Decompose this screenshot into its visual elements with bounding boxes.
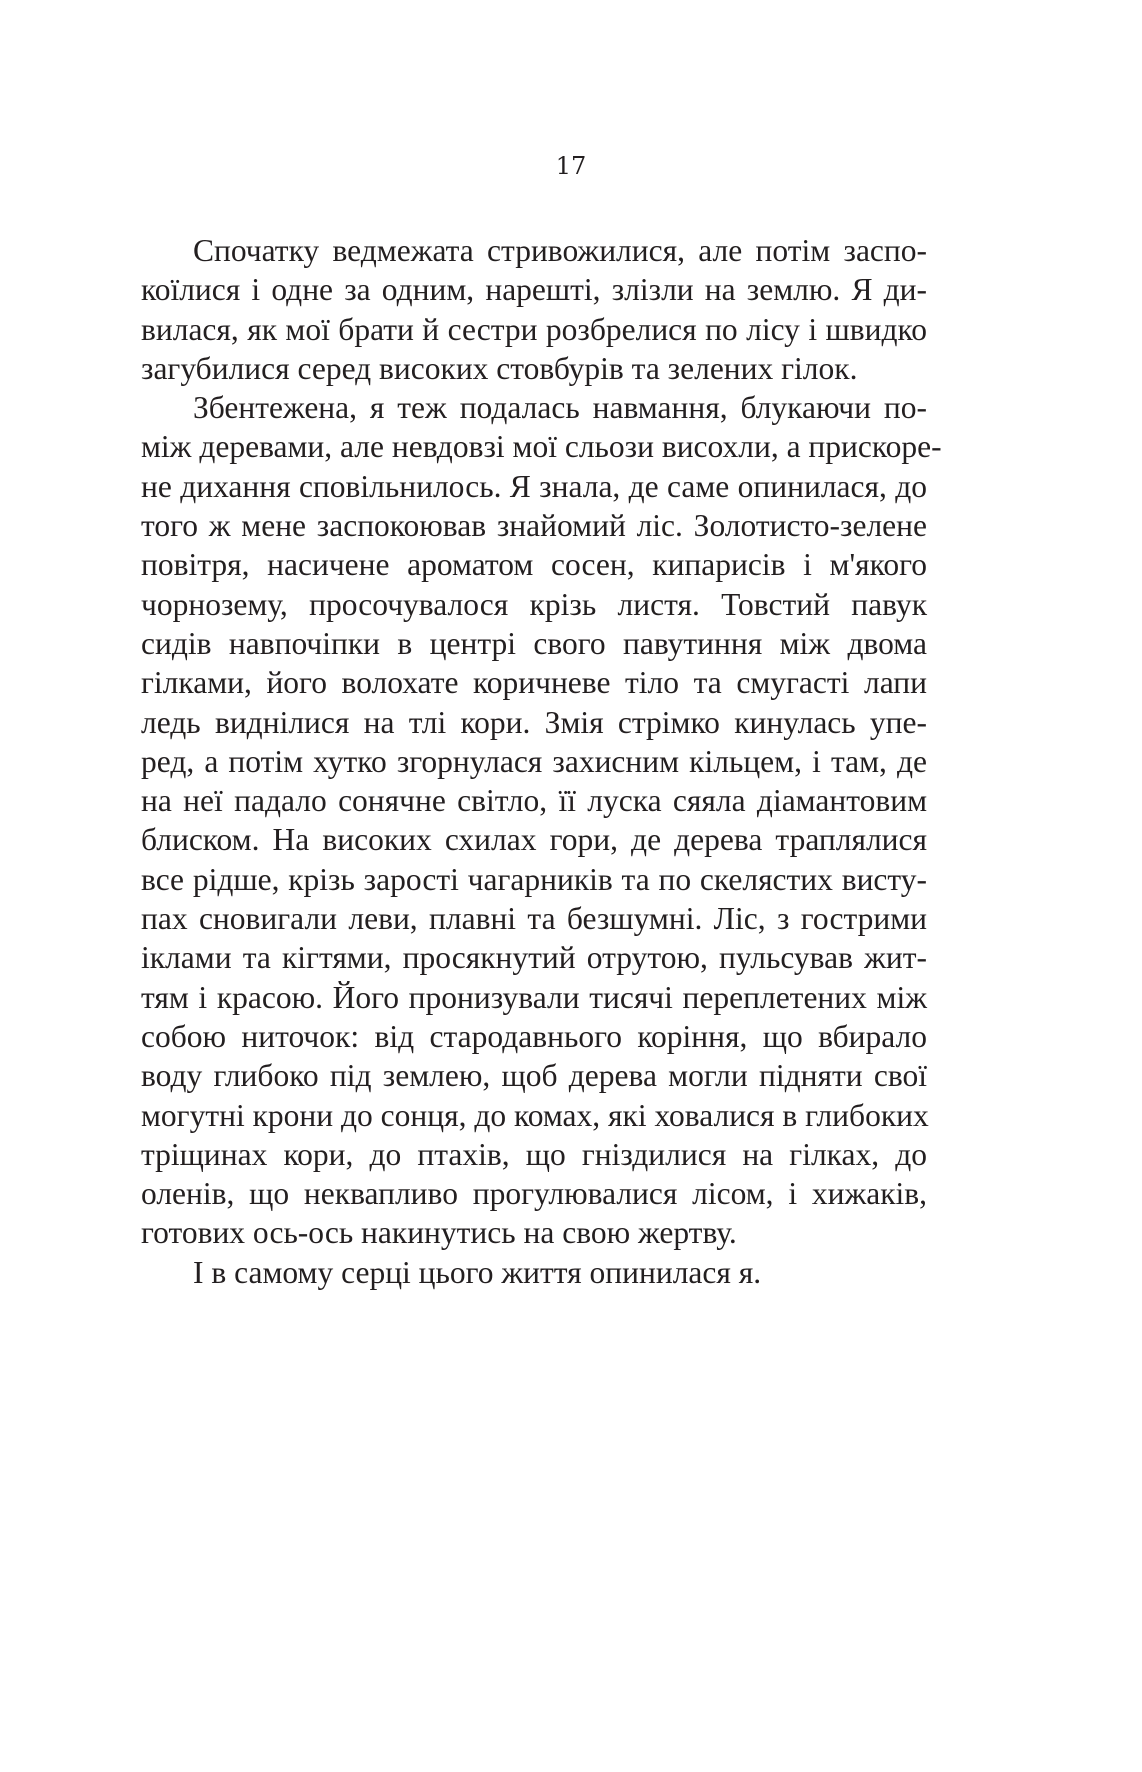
text-line: того ж мене заспокоював знайомий ліс. Золотисто-зелене [141,508,927,544]
text-line: Збентежена, я теж подалась навмання, блукаючи по- [193,390,927,426]
text-line: на неї падало сонячне світло, її луска сяяла діамантовим [141,783,927,819]
text-line: блиском. На високих схилах гори, де дерева траплялися [141,822,927,858]
page-number: 17 [555,152,587,180]
text-line: гілками, його волохате коричневе тіло та смугасті лапи [141,665,927,701]
text-line: ред, а потім хутко згорнулася захисним кільцем, і там, де [141,743,927,779]
text-line: ледь виднілися на тлі кори. Змія стрімко кинулась упе- [141,704,927,740]
text-line: повітря, насичене ароматом сосен, кипарисів і м'якого [141,547,927,583]
body-text [141,231,942,1292]
text-line: І в самому серці цього життя опинилася я. [193,1254,762,1290]
text-line: могутні крони до сонця, до комах, які ховалися в глибоких [141,1097,929,1133]
text-line: тріщинах кори, до птахів, що гніздилися на гілках, до [141,1136,927,1172]
text-line: пах сновигали леви, плавні та безшумні. Ліс, з гострими [141,901,927,937]
text-line: вилася, як мої брати й сестри розбрелися по лісу і швидко [141,311,927,347]
text-line: чорнозему, просочувалося крізь листя. Товстий павук [141,586,927,622]
text-line: все рідше, крізь зарості чагарників та по скелястих висту- [141,861,927,897]
text-line: загубилися серед високих стовбурів та зелених гілок. [141,350,858,386]
text-line: Спочатку ведмежата стривожилися, але потім заспо- [193,233,927,268]
text-line: сидів навпочіпки в центрі свого павутиння між двома [141,625,927,661]
text-line: собою ниточок: від стародавнього коріння, що вбирало [141,1018,927,1054]
text-line: воду глибоко під землею, щоб дерева могли підняти свої [141,1058,927,1094]
text-line: коїлися і одне за одним, нарешті, злізли на землю. Я ди- [141,272,927,308]
text-line: готових ось-ось накинутись на свою жертву. [141,1215,737,1251]
text-line: між деревами, але невдовзі мої сльози висохли, а прискоре- [141,429,942,465]
text-line: не дихання сповільнилось. Я знала, де саме опинилася, до [141,468,927,504]
text-line: оленів, що неквапливо прогулювалися лісом, і хижаків, [141,1176,927,1212]
text-line: іклами та кігтями, просякнутий отрутою, пульсував жит- [141,940,927,976]
text-line: тям і красою. Його пронизували тисячі переплетених між [141,979,927,1015]
